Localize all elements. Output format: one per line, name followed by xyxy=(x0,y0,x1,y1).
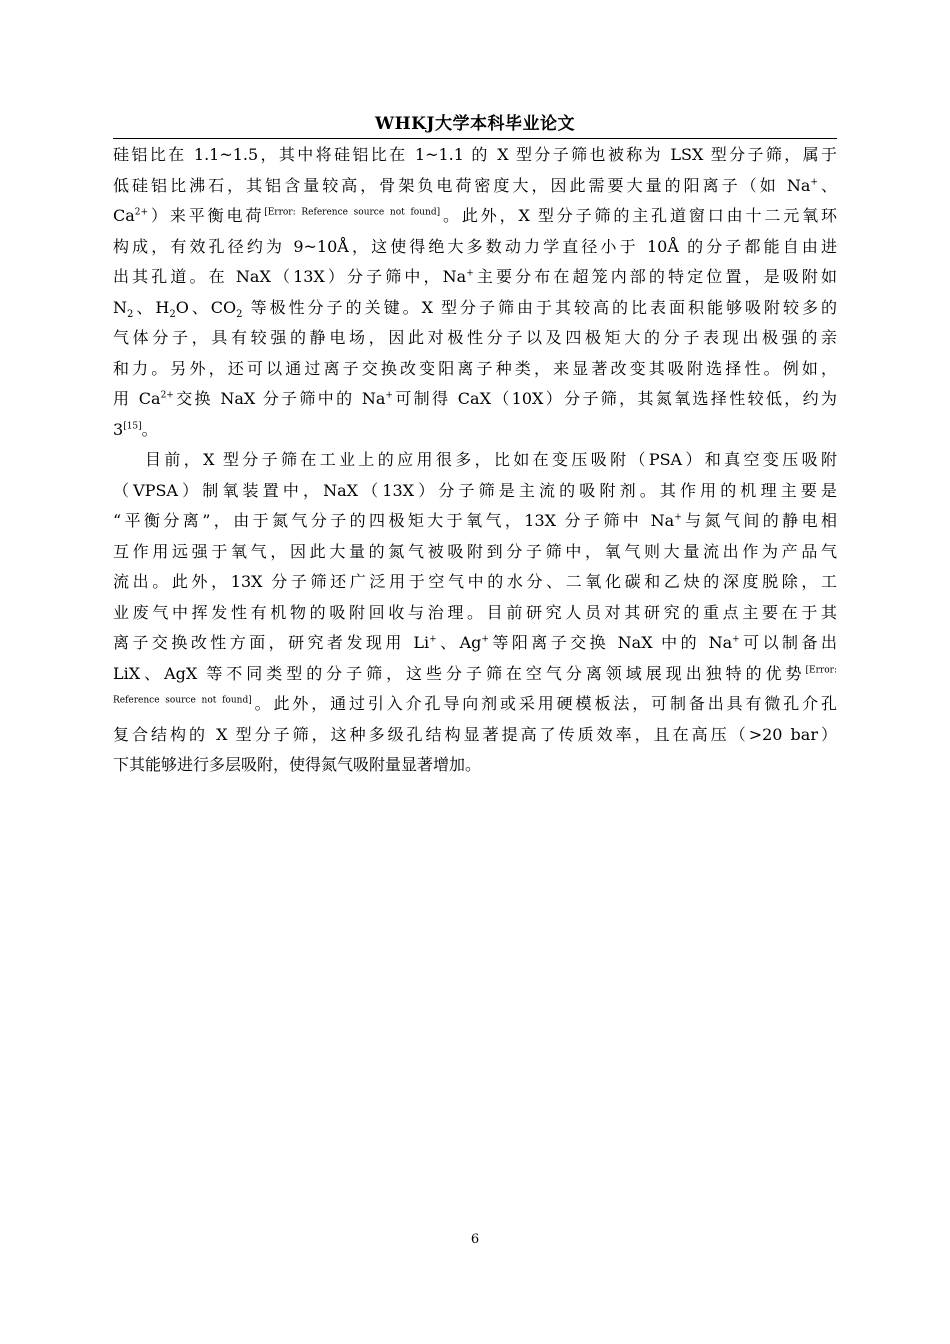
page-body xyxy=(113,140,837,781)
p1-line-9: 用 $Ca^{2+}$交换 NaX 分子筛中的 Na+可制得 CaX（10X）分子筛，其氮氧选择性较低，约为 xyxy=(113,389,837,408)
citation-error: [Error: Reference source not found] xyxy=(264,207,441,218)
p1-line-5: 出其孔道。在 NaX（13X）分子筛中，Na+主要分布在超笼内部的特定位置，是吸附如 xyxy=(113,267,837,286)
p1-line-6: $N_2$、$H_2O$、$CO_2$ 等极性分子的关键。X 型分子筛由于其较高的比表面积能够吸附较多的 xyxy=(113,297,837,320)
p1-line-1: 硅铝比在 1.1~1.5，其中将硅铝比在 1~1.1 的 X 型分子筛也被称为 LSX 型分子筛，属于 xyxy=(113,145,837,164)
p2-line-8: LiX、AgX 等不同类型的分子筛，这些分子筛在空气分离领域展现出独特的优势$^{[Error:}$ xyxy=(113,663,837,683)
p2-line-10: 复合结构的 X 型分子筛，这种多级孔结构显著提高了传质效率，且在高压（>20 bar） xyxy=(113,724,837,744)
p1-line-2: 低硅铝比沸石，其铝含量较高，骨架负电荷密度大，因此需要大量的阳离子（如 Na+、 xyxy=(113,175,837,195)
citation-error: [Error: xyxy=(805,665,837,676)
paragraph-2 xyxy=(113,445,837,781)
p1-line-7: 气体分子，具有较强的静电场，因此对极性分子以及四极矩大的分子表现出极强的亲 xyxy=(113,328,837,347)
paragraph-1 xyxy=(113,140,837,445)
citation-15: [15] xyxy=(123,421,142,432)
citation-error-cont: Reference source not found] xyxy=(113,695,252,706)
page-header xyxy=(113,112,837,139)
p2-line-6: 业废气中挥发性有机物的吸附回收与治理。目前研究人员对其研究的重点主要在于其 xyxy=(113,602,837,622)
p2-line-1: 目前，X 型分子筛在工业上的应用很多，比如在变压吸附（PSA）和真空变压吸附 xyxy=(145,450,837,469)
page-number: 6 xyxy=(470,1232,480,1247)
p1-line-8: 和力。另外，还可以通过离子交换改变阳离子种类，来显著改变其吸附选择性。例如， xyxy=(113,358,837,378)
p2-line-4: 互作用远强于氧气，因此大量的氮气被吸附到分子筛中，氧气则大量流出作为产品气 xyxy=(113,541,837,561)
p2-line-5: 流出。此外，13X 分子筛还广泛用于空气中的水分、二氧化碳和乙炔的深度脱除，工 xyxy=(113,572,837,591)
p1-line-3: $Ca^{2+}$）来平衡电荷[Error: Reference source not found]。此外，X 型分子筛的主孔道窗口由十二元氧环 xyxy=(113,206,837,225)
header-title: WHKJ大学本科毕业论文 xyxy=(375,114,575,134)
p2-line-11: 下其能够进行多层吸附，使得氮气吸附量显著增加。 xyxy=(113,755,482,774)
p2-line-7: 离子交换改性方面，研究者发现用 Li+、Ag+等阳离子交换 NaX 中的 Na+可以制备出 xyxy=(113,633,837,652)
p2-line-2: （VPSA）制氧装置中，NaX（13X）分子筛是主流的吸附剂。其作用的机理主要是 xyxy=(113,480,837,500)
p2-line-9: $^{Reference source not found]}$。此外，通过引入介孔导向剂或采用硬模板法，可制备出具有微孔介孔 xyxy=(113,694,837,713)
p1-line-4: 构成，有效孔径约为 9~10Å，这使得绝大多数动力学直径小于 10Å 的分子都能自由进 xyxy=(113,236,837,256)
p2-line-3: “平衡分离”，由于氮气分子的四极矩大于氧气，13X 分子筛中 Na+与氮气间的静电相 xyxy=(113,511,837,530)
p1-line-10: 3[15]。 xyxy=(113,419,158,439)
